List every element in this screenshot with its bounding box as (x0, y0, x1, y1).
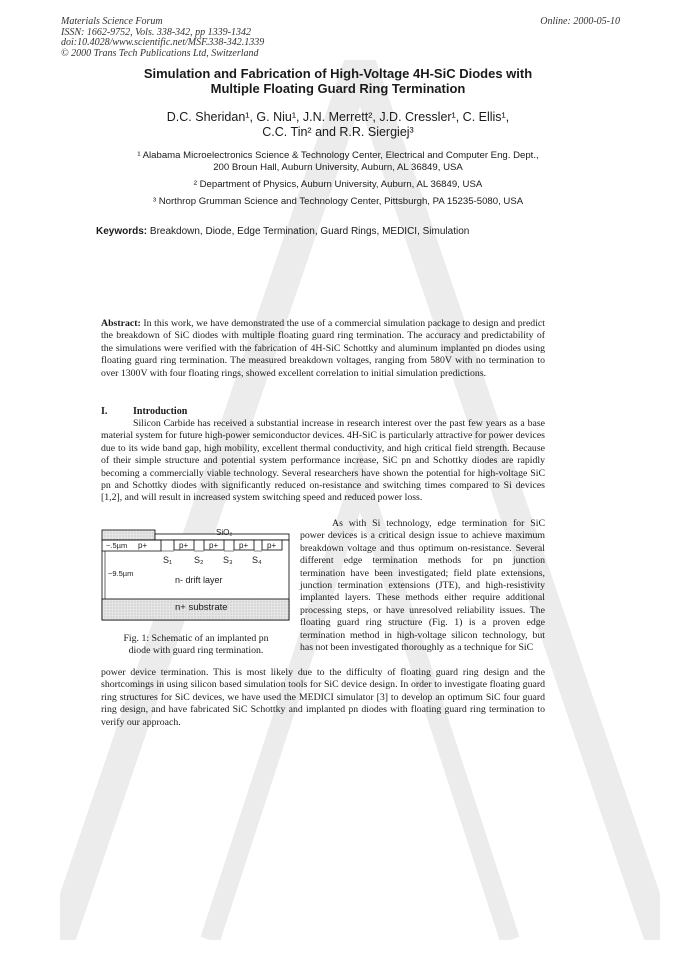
drift-layer-label: n- drift layer (175, 575, 223, 585)
doi-line: doi:10.4028/www.scientific.net/MSF.338-342.1339 (61, 37, 265, 48)
spacing-s3-label: S₃ (223, 555, 233, 565)
intro-paragraph-1 (101, 418, 545, 505)
online-date: Online: 2000-05-10 (540, 16, 620, 27)
authors-line-2: C.C. Tin² and R.R. Siergiej³ (262, 125, 414, 139)
figure-1-caption (101, 633, 291, 657)
intro-paragraph-2-column (300, 518, 545, 654)
spacing-s4-label: S₄ (252, 555, 262, 565)
authors-line-1: D.C. Sheridan¹, G. Niu¹, J.N. Merrett², J.D. Cressler¹, C. Ellis¹, (166, 110, 510, 124)
abstract (101, 318, 545, 380)
issn-line: ISSN: 1662-9752, Vols. 338-342, pp 1339-1342 (61, 26, 251, 38)
ring-4-label: p+ (267, 541, 277, 550)
ring-3-label: p+ (239, 541, 249, 550)
spacing-s2-label: S₂ (194, 555, 204, 565)
copyright-line: © 2000 Trans Tech Publications Ltd, Switzerland (61, 47, 259, 59)
substrate-label: n+ substrate (175, 602, 228, 613)
section-number: I. (101, 406, 108, 417)
ring-1-label: p+ (179, 541, 189, 550)
title-line-2: Multiple Floating Guard Ring Termination (210, 81, 466, 96)
journal-header (61, 17, 391, 59)
spacing-s1-label: S₁ (163, 555, 173, 565)
sio2-label: SiO₂ (216, 528, 233, 537)
p-plus-main-label: p+ (138, 541, 148, 550)
title-line-1: Simulation and Fabrication of High-Voltage 4H-SiC Diodes with (143, 66, 533, 81)
keywords-text: Breakdown, Diode, Edge Termination, Guard Rings, MEDICI, Simulation (147, 226, 470, 237)
caption-line-1: Fig. 1: Schematic of an implanted pn (123, 633, 269, 644)
affiliations (60, 150, 616, 208)
depth-label-drift: ~9.5µm (108, 569, 134, 578)
ring-2-label: p+ (209, 541, 219, 550)
intro-paragraph-2-column-text: As with Si technology, edge termination for SiC power devices is a critical design issue to achieve maximum breakdown voltage and thus optimum on-resistance. Several different edge termination methods for pn junction termination have been investigated; field plate extensions, junction termination extensions (JTE), and high-resistivity implanted layers. These methods either require additional processing steps, or have unresolved reliability issues. The floating guard ring structure (Fig. 1) is a proven edge termination method in high-voltage silicon technology, but has not been investigated thoroughly as a technique for SiC (300, 518, 545, 654)
keywords (96, 226, 616, 238)
affiliation-1-line-1: ¹ Alabama Microelectronics Science & Technology Center, Electrical and Computer Eng. Dept., (137, 150, 539, 161)
intro-paragraph-2-full (101, 667, 545, 729)
section-heading (101, 406, 401, 417)
caption-line-2: diode with guard ring termination. (128, 645, 264, 656)
journal-name: Materials Science Forum (61, 16, 163, 27)
paper-title (60, 66, 616, 96)
section-title: Introduction (133, 406, 188, 417)
intro-paragraph-1-text: Silicon Carbide has received a substantial increase in research interest over the past few years as a base material system for future high-power semiconductor devices. 4H-SiC is particularly attractive for power devices due to its wide band gap, high mobility, excellent thermal conductivity, and high critical field strength. Because of their simple structure and potential system performance increase, SiC pn and Schottky diodes are rapidly becoming a commercially viable technology. Several researchers have shown the potential for high-voltage SiC pn and Schottky diodes with significantly reduced on-resistance and switching times compared to Si devices [1,2], and will result in increased system switching speed and reduced power loss. (101, 418, 545, 504)
abstract-label: Abstract: (101, 318, 141, 329)
abstract-text: In this work, we have demonstrated the use of a commercial simulation package to design and predict the breakdown of SiC diodes with multiple floating guard ring termination. The accuracy and predictability of the simulations were verified with the fabrication of 4H-SiC Schottky and aluminum implanted pn diodes using floating guard ring termination. The measured breakdown voltages, ranging from 580V with no termination to over 1300V with four floating rings, showed excellent correlation to initial simulation predictions. (101, 318, 545, 379)
affiliation-3: ³ Northrop Grumman Science and Technology Center, Pittsburgh, PA 15235-5080, USA (152, 196, 524, 207)
depth-label-top: ~.5µm (106, 541, 128, 550)
keywords-label: Keywords: (96, 226, 148, 237)
affiliation-1-line-2: 200 Broun Hall, Auburn University, Auburn, AL 36849, USA (213, 162, 463, 173)
affiliation-2: ² Department of Physics, Auburn University, Auburn, AL 36849, USA (193, 179, 483, 190)
intro-paragraph-2-full-text: power device termination. This is most likely due to the difficulty of floating guard ring design and the shortcomings in using silicon based simulation tools for SiC device design. In order to investigate floating guard ring structures for SiC devices, we have used the MEDICI simulator [3] to develop an optimum SiC four guard ring design, and have fabricated SiC Schottky and implanted pn diodes with floating guard ring termination to verify our approach. (101, 667, 545, 728)
author-list (60, 110, 616, 140)
figure-1 (101, 529, 291, 621)
